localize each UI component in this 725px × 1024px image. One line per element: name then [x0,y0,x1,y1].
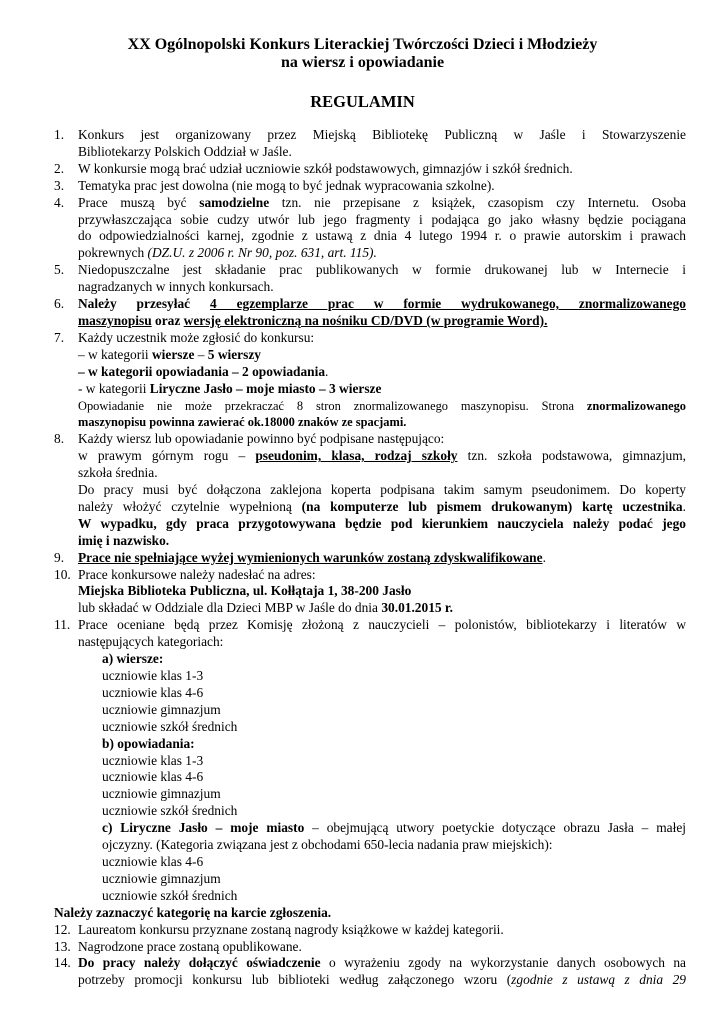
text-run: imię i nazwisko. [78,532,170,548]
text-run: Do pracy należy dołączyć oświadczenie [78,955,321,971]
item-number: 10. [54,566,71,582]
deadline-date: 30.01.2015 r. [381,600,453,616]
category-list-item: uczniowie klas 4-6 [102,769,204,785]
category-list-item: uczniowie szkół średnich [102,887,238,903]
category-b-heading [78,736,686,753]
signature-requirement: pseudonim, klasa, rodzaj szkoły [255,448,458,464]
text-run: c) Liryczne Jasło – moje miasto [102,820,305,836]
item-number: 8. [54,431,65,447]
text-run: potrzeby promocji konkursu lub biblioteki według załączonego wzoru ( [78,972,512,988]
item-text-line: Nagrodzone prace zostaną opublikowane. [78,938,302,954]
text-run: maszynopisu powinna zawierać ok.18000 znaków ze spacjami. [78,415,407,430]
item-number: 5. [54,262,65,278]
item-number: 1. [54,127,65,142]
category-a-heading [78,651,686,668]
item-text-line [78,195,686,212]
category-note [54,905,686,922]
item-text-line: ojczyzny. (Kategoria związana jest z obchodami 650-lecia nadania praw miejskich): [102,837,553,853]
regulation-item-5 [54,262,686,296]
item-number: 12. [54,921,71,937]
item-text-line: Tematyka prac jest dowolna (nie mogą to być jednak wypracowania szkolne). [78,177,495,193]
document-title-line-2: na wiersz i opowiadanie [280,54,445,71]
category-list-item: uczniowie gimnazjum [102,786,221,802]
item-text-line: Konkurs jest organizowany przez Miejską Bibliotekę Publiczną w Jaśle i Stowarzyszenie [78,127,686,142]
regulation-item-13 [54,939,686,956]
regulation-item-11 [54,617,686,904]
text-run: pokrewnych [78,245,148,261]
text-run: (na komputerze lub pismem drukowanym) kartę uczestnika [301,498,683,514]
regulamin-heading: REGULAMIN [310,92,415,111]
regulation-item-9 [54,550,686,567]
text-run: tzn. nie przepisane z książek, czasopism czy Internetu. Osoba [269,194,686,210]
item-text-line [78,414,686,431]
text-run: wiersze [152,346,195,362]
item-text-line: Każdy wiersz lub opowiadanie powinno być podpisane następująco: [78,431,445,447]
text-run: Należy przesyłać [78,296,210,312]
category-list-item: uczniowie szkół średnich [102,803,238,819]
text-run: znormalizowanego [586,398,686,413]
item-number: 7. [54,329,65,345]
text-run: tzn. szkoła podstawowa, gimnazjum, [457,448,686,464]
disqualification-note: Prace nie spełniające wyżej wymienionych warunków zostaną zdyskwalifikowane [78,549,543,565]
emphasis-samodzielne: samodzielne [199,194,270,210]
text-run: – w kategorii [78,346,153,362]
item-text-line: Laureatom konkursu przyznane zostaną nagrody książkowe w każdej kategorii. [78,921,504,937]
regulation-item-4 [54,195,686,263]
category-list-item: uczniowie klas 4-6 [102,853,204,869]
text-run: należy włożyć czytelnie wypełnioną [78,498,302,514]
regulation-list [54,127,686,989]
item-text-line: Prace konkursowe należy nadesłać na adres: [78,566,316,582]
text-run: Miejska Biblioteka Publiczna, ul. Kołłątaja 1, 38-200 Jasło [78,583,412,599]
document-title-line-1: XX Ogólnopolski Konkurs Literackiej Twórczości Dzieci i Młodzieży [127,36,598,53]
item-number: 6. [54,296,65,312]
item-text-line [78,245,686,262]
item-text-line: Prace oceniane będą przez Komisję złożoną z nauczycieli – polonistów, bibliotekarzy i literatów w [78,617,686,633]
text-run: 5 wierszy [207,346,261,362]
item-text-line: do odpowiedzialności karnej, zgodnie z ustawą z dnia 4 lutego 1994 r. o prawie autorskim i prawach [78,228,686,244]
text-run: – obejmującą utwory poetyckie dotyczące obrazu Jasła – małej [304,820,686,836]
text-run: . [682,498,686,514]
item-text-line [78,533,686,550]
regulation-item-3 [54,178,686,195]
text-run: o wyrażeniu zgody na wykorzystanie danych osobowych na [320,955,686,971]
item-text-line [78,448,686,465]
category-limit-stories [78,364,686,381]
regulation-item-10 [54,567,686,618]
text-run: – [194,346,208,362]
text-run: Prace muszą być [78,194,200,210]
item-text-line: W konkursie mogą brać udział uczniowie szkół podstawowych, gimnazjów i szkół średnich. [78,160,573,176]
category-list-item: uczniowie gimnazjum [102,701,221,717]
category-list-item: uczniowie klas 1-3 [102,752,204,768]
item-number: 3. [54,177,65,193]
category-list-item: uczniowie gimnazjum [102,870,221,886]
item-text-line: następujących kategoriach: [78,634,224,650]
item-text-line [78,398,686,415]
item-text-line: Każdy uczestnik może zgłosić do konkursu: [78,329,315,345]
underlined-requirement: maszynopisu [78,312,152,328]
text-run: . [542,549,546,565]
text-run: Liryczne Jasło – moje miasto – 3 wiersze [149,380,382,396]
item-text-line [78,955,686,972]
legal-citation: zgodnie z ustawą z dnia 29 [511,972,686,988]
text-run: oraz [151,312,184,328]
item-text-line [78,550,686,567]
item-text-line: przywłaszczająca sobie cudzy utwór lub jego fragmenty i podająca go jako własny będzie pociągana [78,211,686,227]
item-text-line: Do pracy musi być dołączona zaklejona koperta podpisana takim samym pseudonimem. Do koperty [78,482,686,498]
item-text-line: szkoła średnia. [78,465,158,481]
category-list-item: uczniowie szkół średnich [102,718,238,734]
text-run: W wypadku, gdy praca przygotowywana będzie pod kierunkiem nauczyciela należy podać jego [78,515,686,531]
regulation-item-2 [54,161,686,178]
postal-address [78,583,686,600]
category-limit-poems [78,347,686,364]
item-number: 2. [54,160,65,176]
item-text-line [78,972,686,989]
regulation-item-1 [54,127,686,161]
regulation-item-7 [54,330,686,431]
category-c-heading [78,820,686,837]
item-text-line [78,296,686,313]
category-limit-jaslo [78,381,686,398]
category-list-item: uczniowie klas 4-6 [102,684,204,700]
regulation-item-14 [54,955,686,989]
text-run: opowiadania – 2 opowiadania [155,363,326,379]
text-run: a) wiersze: [102,651,164,667]
category-list-item: uczniowie klas 1-3 [102,668,204,683]
text-run: - w kategorii [78,380,150,396]
item-text-line: nagradzanych w innych konkursach. [78,279,274,295]
underlined-requirement: wersję elektroniczną na nośniku CD/DVD (w programie Word). [183,312,548,328]
text-run: Należy zaznaczyć kategorię na karcie zgłoszenia. [54,904,332,920]
item-text-line [78,313,686,330]
text-run: Opowiadanie nie może przekraczać 8 stron znormalizowanego maszynopisu. Strona [78,398,587,413]
item-text-line [78,499,686,516]
item-text-line [78,516,686,533]
item-number: 11. [54,617,71,633]
item-text-line: Bibliotekarzy Polskich Oddział w Jaśle. [78,143,292,159]
text-run: . [325,363,329,379]
text-run: – w kategorii [78,363,156,379]
item-number: 13. [54,938,71,954]
text-run: w prawym górnym rogu – [78,448,256,464]
regulation-item-12 [54,922,686,939]
regulation-item-8 [54,431,686,549]
item-number: 4. [54,194,65,210]
item-number: 14. [54,955,71,971]
legal-citation: (DZ.U. z 2006 r. Nr 90, poz. 631, art. 115). [147,245,377,261]
item-number: 9. [54,549,65,565]
text-run: lub składać w Oddziale dla Dzieci MBP w Jaśle do dnia [78,600,382,616]
regulation-item-6 [54,296,686,330]
text-run: b) opowiadania: [102,735,195,751]
item-text-line [78,600,686,617]
underlined-requirement: 4 egzemplarze prac w formie wydrukowanego, znormalizowanego [210,296,686,312]
item-text-line: Niedopuszczalne jest składanie prac publikowanych w formie drukowanej lub w Internecie i [78,262,686,278]
